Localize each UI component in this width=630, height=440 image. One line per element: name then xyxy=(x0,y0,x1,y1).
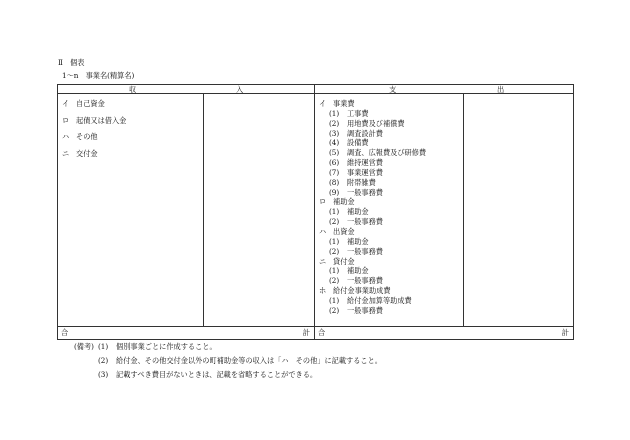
expense-item xyxy=(319,258,463,268)
revenue-item-label: 自己資金 xyxy=(76,99,105,108)
project-name-label: 1〜n 事業名(精算名) xyxy=(62,71,135,80)
note-number: (1) xyxy=(98,342,109,351)
expense-item-label: 事業運営費 xyxy=(347,167,383,177)
expense-item-mark: (2) xyxy=(329,118,340,128)
expense-item xyxy=(319,198,463,208)
revenue-item xyxy=(62,100,203,117)
revenue-header-right: 入 xyxy=(236,85,244,94)
expense-subitem xyxy=(319,267,463,277)
expense-header xyxy=(315,85,574,94)
revenue-item-label: その他 xyxy=(76,132,98,141)
expense-header-left: 支 xyxy=(389,85,397,94)
expense-item-label: 出資金 xyxy=(333,226,355,236)
expense-item-label: 維持運営費 xyxy=(347,158,383,168)
expense-item-mark: (1) xyxy=(329,207,340,217)
expense-item-mark: (1) xyxy=(329,295,340,305)
expense-item-label: 一般事務費 xyxy=(347,305,383,315)
revenue-total-label-b: 計 xyxy=(302,328,310,337)
revenue-amount-cell xyxy=(204,94,315,327)
expense-item-mark: ホ xyxy=(319,286,327,296)
expense-item-mark: (4) xyxy=(329,138,340,148)
expense-subitem xyxy=(319,208,463,218)
expense-item-label: 一般事務費 xyxy=(347,276,383,286)
revenue-item xyxy=(62,133,203,150)
expense-item-label: 調査、広報費及び研修費 xyxy=(347,148,427,158)
note-number: (3) xyxy=(98,370,109,379)
expense-subitem xyxy=(319,159,463,169)
expense-item-mark: イ xyxy=(319,99,327,108)
expense-subitem xyxy=(319,169,463,179)
revenue-item-mark: イ xyxy=(62,99,70,108)
expense-subitem xyxy=(319,120,463,130)
expense-item-label: 貸付金 xyxy=(333,256,355,266)
note-number: (2) xyxy=(98,356,109,365)
expense-items-list xyxy=(315,94,463,317)
expense-amount-cell xyxy=(464,94,574,327)
expense-item xyxy=(319,228,463,238)
table-header-row xyxy=(58,85,574,94)
revenue-item-mark: ニ xyxy=(62,148,70,158)
note-item xyxy=(74,357,382,371)
expense-subitem xyxy=(319,149,463,159)
expense-subitem xyxy=(319,238,463,248)
revenue-header-left: 収 xyxy=(129,85,137,94)
expense-item-mark: (2) xyxy=(329,305,340,315)
expense-item-label: 一般事務費 xyxy=(347,217,383,227)
revenue-header xyxy=(58,85,315,94)
notes-block xyxy=(74,343,382,385)
expense-total-label-b: 計 xyxy=(561,328,569,337)
expense-item-label: 補助金 xyxy=(347,266,369,276)
expense-item-label: 附帯雑費 xyxy=(347,177,376,187)
expense-item-mark: (2) xyxy=(329,246,340,256)
revenue-total-label-a: 合 xyxy=(61,328,69,337)
revenue-expense-table xyxy=(57,84,574,340)
expense-item-mark: (2) xyxy=(329,217,340,227)
revenue-item xyxy=(62,150,203,167)
revenue-item-mark: ロ xyxy=(62,115,70,125)
expense-subitem xyxy=(319,179,463,189)
expense-item-label: 事業費 xyxy=(333,99,355,108)
expense-item xyxy=(319,100,463,110)
notes-list xyxy=(74,357,382,385)
revenue-items-list xyxy=(58,94,203,166)
expense-item-mark: (1) xyxy=(329,236,340,246)
expense-item-mark: (9) xyxy=(329,187,340,197)
revenue-total-cell xyxy=(58,327,315,340)
expense-item-mark: (5) xyxy=(329,148,340,158)
expense-item-label: 一般事務費 xyxy=(347,246,383,256)
expense-item-label: 補助金 xyxy=(347,236,369,246)
expense-total-label-a: 合 xyxy=(318,328,326,337)
table-body-row xyxy=(58,94,574,327)
expense-item-mark: (7) xyxy=(329,167,340,177)
table-total-row xyxy=(58,327,574,340)
expense-item-mark: (2) xyxy=(329,276,340,286)
note-item xyxy=(98,343,217,357)
section-title: Ⅱ 個表 xyxy=(58,58,85,67)
expense-item-mark: (3) xyxy=(329,128,340,138)
expense-item-label: 調査設計費 xyxy=(347,128,383,138)
expense-item-mark: (1) xyxy=(329,266,340,276)
expense-item-mark: (8) xyxy=(329,177,340,187)
expense-item-label: 給付金事業助成費 xyxy=(333,286,391,296)
expense-subitem xyxy=(319,297,463,307)
expense-item-mark: (6) xyxy=(329,158,340,168)
expense-items-cell xyxy=(315,94,464,327)
expense-item-mark: (1) xyxy=(329,108,340,118)
expense-item-mark: ハ xyxy=(319,226,327,236)
expense-item-label: 補助金 xyxy=(347,207,369,217)
expense-subitem xyxy=(319,307,463,317)
expense-subitem xyxy=(319,130,463,140)
revenue-item xyxy=(62,117,203,134)
revenue-item-label: 起債又は借入金 xyxy=(76,115,127,125)
expense-total-cell xyxy=(315,327,574,340)
expense-item-label: 一般事務費 xyxy=(347,187,383,197)
expense-item-label: 給付金加算等助成費 xyxy=(347,295,412,305)
expense-item-label: 工事費 xyxy=(347,108,369,118)
note-text: 給付金、その他交付金以外の町補助金等の収入は「ハ その他」に記載すること。 xyxy=(116,356,382,365)
expense-header-right: 出 xyxy=(497,85,505,94)
expense-item-label: 補助金 xyxy=(333,197,355,207)
revenue-item-label: 交付金 xyxy=(76,148,98,158)
expense-item-mark: ニ xyxy=(319,256,327,266)
expense-item-label: 用地費及び補償費 xyxy=(347,118,405,128)
note-text: 記載すべき費目がないときは、記載を省略することができる。 xyxy=(116,370,318,379)
note-text: 個別事業ごとに作成すること。 xyxy=(116,342,217,351)
notes-heading: (備考) xyxy=(74,342,94,351)
revenue-item-mark: ハ xyxy=(62,132,70,141)
revenue-items-cell xyxy=(58,94,204,327)
note-item xyxy=(74,371,382,385)
expense-item-label: 設備費 xyxy=(347,138,369,148)
expense-item-mark: ロ xyxy=(319,197,327,207)
